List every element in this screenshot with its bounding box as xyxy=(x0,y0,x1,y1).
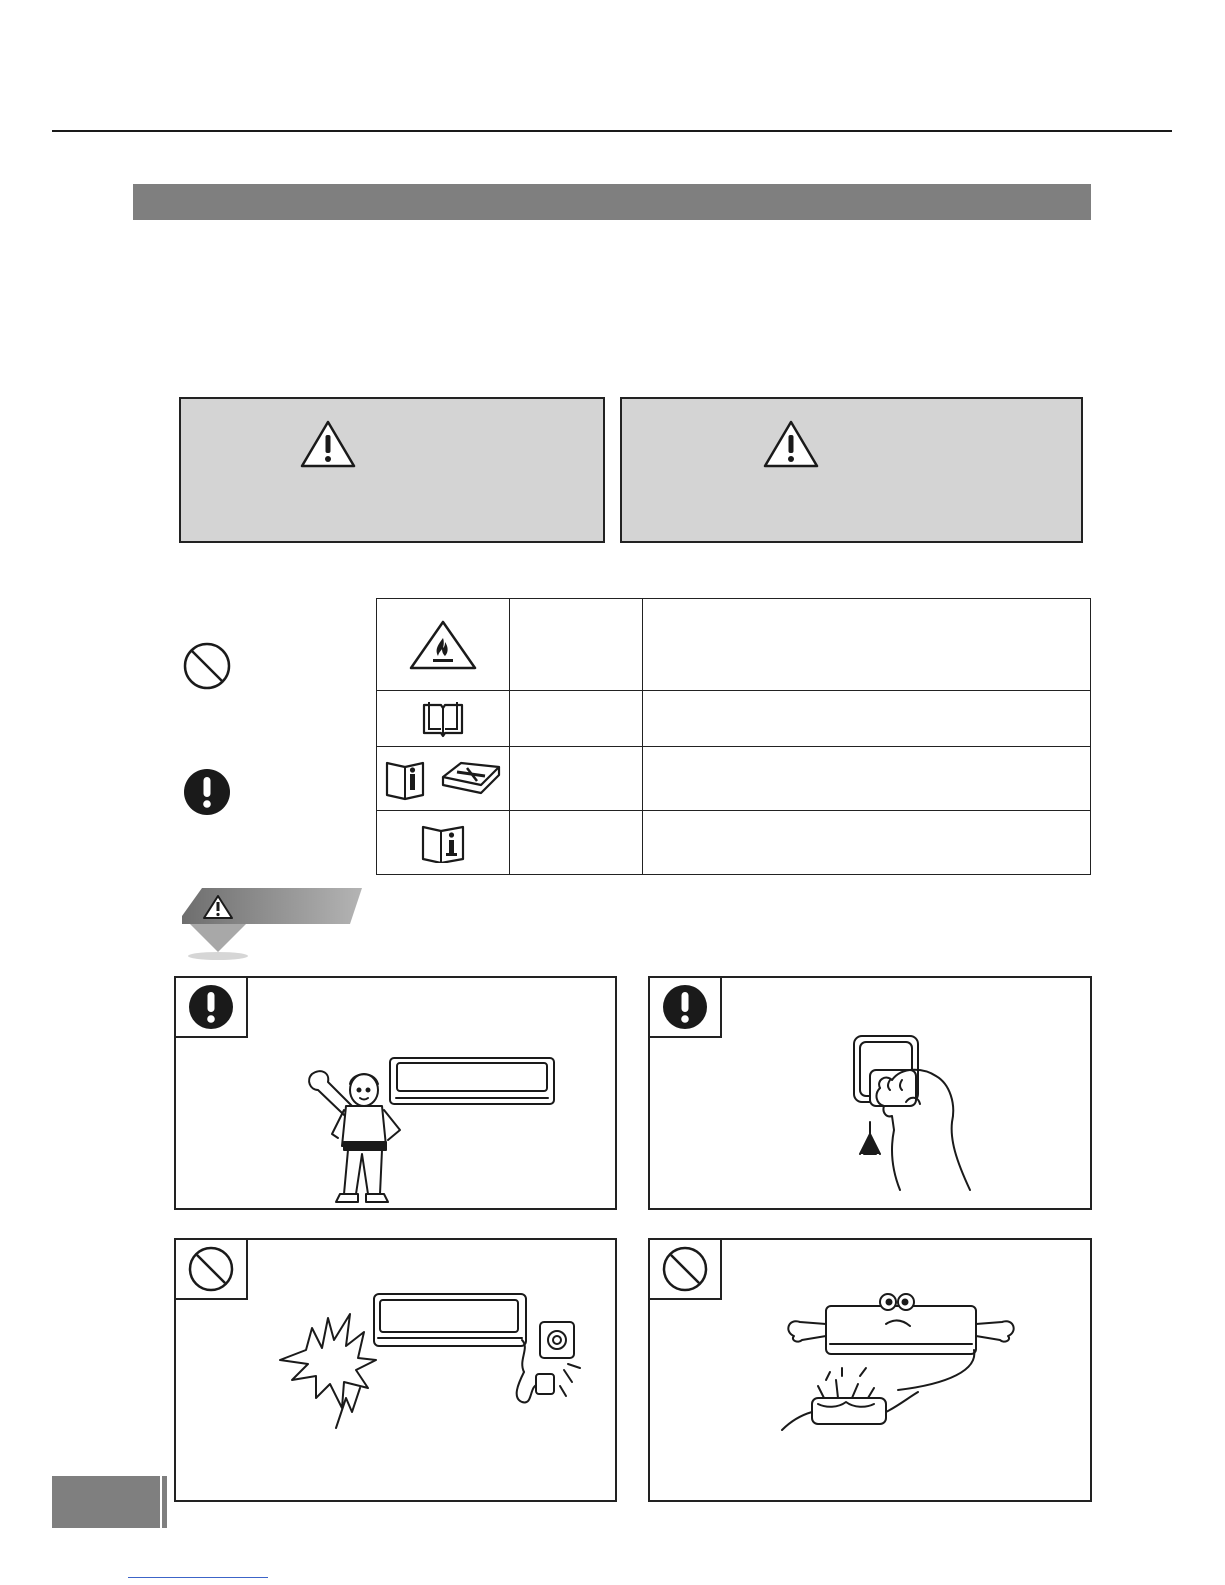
symbol-table xyxy=(376,598,1091,875)
table-description-cell xyxy=(643,691,1091,747)
panel-corner xyxy=(176,978,248,1038)
flammable-warning-icon xyxy=(407,618,479,672)
table-icon-cell xyxy=(377,811,510,875)
table-row xyxy=(377,811,1091,875)
footer-link-underline xyxy=(128,1577,268,1578)
panel-overloaded-extension xyxy=(648,1238,1092,1502)
table-description-cell xyxy=(643,811,1091,875)
prohibited-icon xyxy=(182,641,232,691)
warning-box-right xyxy=(620,397,1083,543)
hand-plugging-socket-illustration xyxy=(840,1030,1000,1205)
warning-triangle-icon xyxy=(762,419,820,469)
table-name-cell xyxy=(510,747,643,811)
table-icon-cell xyxy=(377,691,510,747)
panel-technician xyxy=(174,976,617,1210)
technician-installing-unit-illustration xyxy=(304,1054,564,1209)
prohibited-symbol xyxy=(182,641,232,691)
warning-box-left xyxy=(179,397,605,543)
mandatory-icon xyxy=(183,768,231,816)
warning-tag xyxy=(180,884,370,964)
operation-manual-icon xyxy=(420,699,466,739)
table-description-cell xyxy=(643,599,1091,691)
page-tab-accent xyxy=(162,1476,167,1528)
panel-corner xyxy=(176,1240,248,1300)
table-name-cell xyxy=(510,811,643,875)
table-row xyxy=(377,747,1091,811)
mandatory-icon xyxy=(661,983,709,1031)
mandatory-symbol xyxy=(183,768,231,816)
page-number-tab xyxy=(52,1476,160,1528)
prohibited-icon xyxy=(661,1245,709,1293)
info-manual-icon xyxy=(419,823,467,863)
panel-damaged-plug xyxy=(174,1238,617,1502)
table-row xyxy=(377,691,1091,747)
prohibited-icon xyxy=(187,1245,235,1293)
table-row xyxy=(377,599,1091,691)
table-icon-cell xyxy=(377,747,510,811)
panel-corner xyxy=(650,978,722,1038)
table-description-cell xyxy=(643,747,1091,811)
warning-triangle-icon xyxy=(299,419,357,469)
section-title-bar xyxy=(133,184,1091,220)
damaged-plug-sparks-illustration xyxy=(272,1288,592,1488)
header-rule xyxy=(52,130,1172,132)
mandatory-icon xyxy=(187,983,235,1031)
overloaded-extension-illustration xyxy=(778,1280,1028,1450)
panel-corner xyxy=(650,1240,722,1300)
panel-plug-in xyxy=(648,976,1092,1210)
service-manual-icon xyxy=(381,757,505,801)
table-icon-cell xyxy=(377,599,510,691)
table-name-cell xyxy=(510,599,643,691)
table-name-cell xyxy=(510,691,643,747)
